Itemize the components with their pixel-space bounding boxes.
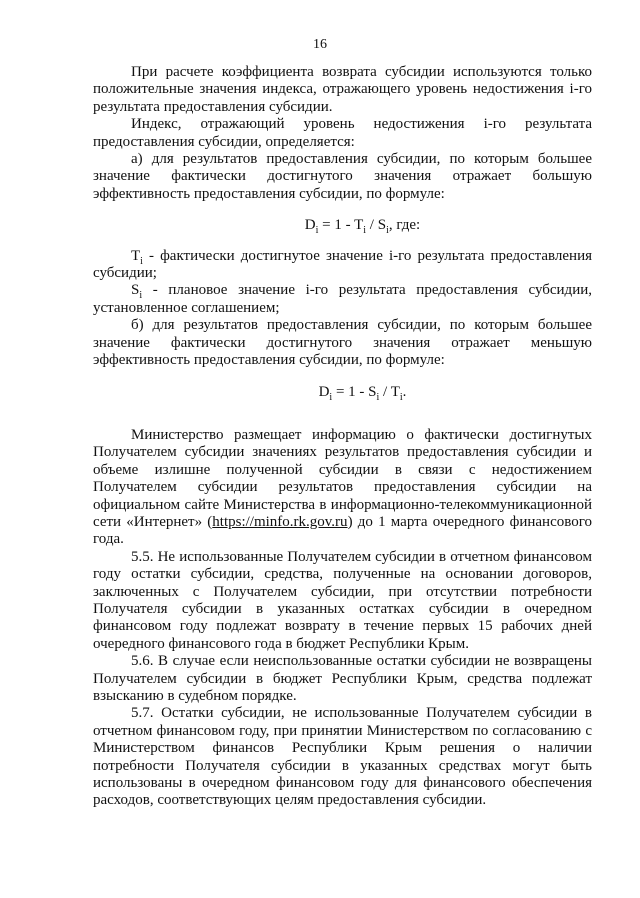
formula-sub: i: [399, 391, 403, 403]
formula-op: /: [379, 383, 391, 400]
formula-var-s: S: [377, 217, 387, 234]
paragraph-5-7: 5.7. Остатки субсидии, не использованные Получателем субсидии в отчетном финансовом году, при принятии Министерством по согласованию с Министерством финансов Республики Крым решения о наличии потребности Получателя субсидии в указанных средствах могут быть использованы в очередном финансовом году для финансового обеспечения расходов, соответствующих целям предоставления субсидии.: [93, 705, 592, 809]
paragraph-index-definition: Индекс, отражающий уровень недостижения i-го результата предоставления субсидии, определяется:: [93, 116, 592, 150]
formula-op: = 1 -: [318, 217, 355, 234]
definition-text: - плановое значение i-го результата предоставления субсидии, установленное соглашением;: [93, 282, 592, 316]
formula-case-a: [93, 217, 592, 237]
formula-sub: i: [376, 391, 380, 403]
formula-sub: i: [363, 225, 367, 237]
formula-op: /: [366, 217, 378, 234]
definition-t: [93, 248, 592, 283]
ministry-website-link[interactable]: https://minfo.rk.gov.ru: [212, 513, 348, 530]
definition-sub: i: [140, 255, 143, 267]
formula-var-t: T: [390, 383, 400, 400]
paragraph-case-b: б) для результатов предоставления субсидии, по которым большее значение фактически достигнутого значения отражает меньшую эффективность предоставления субсидии, по формуле:: [93, 317, 592, 369]
definition-s: [93, 282, 592, 317]
formula-var-d: D: [304, 217, 316, 234]
paragraph-case-a: а) для результатов предоставления субсидии, по которым большее значение фактически достигнутого значения отражает большую эффективность предоставления субсидии, по формуле:: [93, 151, 592, 202]
formula-sub: i: [315, 225, 319, 237]
definition-text: - фактически достигнутое значение i-го результата предоставления субсидии;: [93, 247, 592, 282]
document-body: [93, 64, 592, 810]
formula-sub: i: [329, 391, 333, 403]
definition-symbol: T: [131, 247, 141, 264]
paragraph-text: Министерство размещает информацию о фактически достигнутых Получателем субсидии значениях результатов предоставления субсидии и объеме излишне полученной субсидии в связи с недостижением Получателем субсидии результатов предоставления субсидии на официальном сайте Министерства в информационно-телекоммуникационной сети «Интернет» (: [93, 426, 592, 530]
formula-var-t: T: [354, 217, 364, 234]
formula-case-b: [93, 384, 592, 401]
definition-sub: i: [139, 290, 143, 302]
page-number: 16: [313, 37, 327, 52]
paragraph-5-6: 5.6. В случае если неиспользованные остатки субсидии не возвращены Получателем субсидии в бюджет Республики Крым, средства подлежат взысканию в судебном порядке.: [93, 653, 592, 704]
formula-tail: , где:: [388, 217, 421, 234]
formula-op: = 1 -: [332, 383, 369, 400]
formula-var-d: D: [318, 383, 330, 400]
paragraph-ministry-publication: [93, 427, 592, 549]
paragraph-positive-index: При расчете коэффициента возврата субсидии используются только положительные значения индекса, отражающего уровень недостижения i-го результата предоставления субсидии.: [93, 64, 592, 115]
formula-sub: i: [386, 225, 389, 237]
definition-symbol: S: [131, 282, 140, 299]
formula-tail: .: [402, 383, 407, 400]
formula-var-s: S: [368, 383, 377, 400]
paragraph-5-5: 5.5. Не использованные Получателем субсидии в отчетном финансовом году остатки субсидии, средства, полученные на основании договоров, заключенных с Получателем субсидии, при отсутствии потребности Получателя субсидии в указанных остатках субсидии в очередном финансовом году подлежат возврату в течение первых 15 рабочих дней очередного финансового года в бюджет Республики Крым.: [93, 548, 592, 652]
paragraph-text: ) до 1 марта очередного финансового года.: [93, 513, 592, 548]
